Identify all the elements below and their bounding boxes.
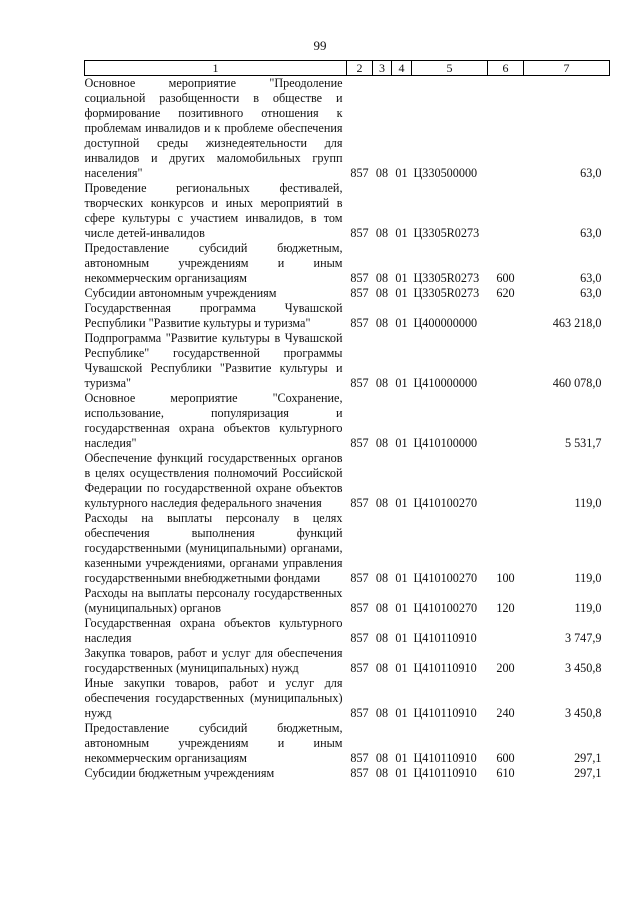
table-row	[85, 586, 610, 616]
row-name-cell: Расходы на выплаты персоналу государственных (муниципальных) органов	[84, 586, 343, 615]
section-code-cell: 08	[375, 271, 389, 285]
row-name-cell: Предоставление субсидий бюджетным, автономным учреждениям и иным некоммерческим организациям	[84, 241, 343, 285]
row-name-cell: Субсидии автономным учреждениям	[84, 286, 277, 300]
amount-cell: 119,0	[574, 601, 602, 615]
amount-cell: 63,0	[580, 226, 602, 240]
table-row	[85, 286, 610, 301]
table-row	[85, 646, 610, 676]
amount-cell: 119,0	[574, 571, 602, 585]
subsection-code-cell: 01	[395, 601, 408, 615]
target-article-cell: Ц3305R0273	[413, 271, 480, 285]
amount-cell: 3 450,8	[564, 706, 602, 720]
row-name-cell: Основное мероприятие "Преодоление социальной разобщенности в обществе и формирование позитивного отношения к проблемам инвалидов и к проблеме обеспечения доступной среды жизнедеятельности для инвалидов и других маломобильных групп населения"	[84, 76, 343, 180]
subsection-code-cell: 01	[395, 226, 408, 240]
col-3-header: 3	[373, 61, 392, 76]
section-code-cell: 08	[375, 286, 389, 300]
table-row	[85, 76, 610, 182]
amount-cell: 297,1	[574, 766, 602, 780]
budget-table	[84, 60, 610, 781]
target-article-cell: Ц330500000	[413, 166, 478, 180]
section-code-cell: 08	[375, 571, 389, 585]
table-row	[85, 511, 610, 586]
subsection-code-cell: 01	[395, 661, 408, 675]
subsection-code-cell: 01	[395, 571, 408, 585]
target-article-cell: Ц410110910	[413, 751, 477, 765]
table-row	[85, 181, 610, 241]
table-row	[85, 676, 610, 721]
target-article-cell: Ц410110910	[413, 631, 477, 645]
row-name-cell: Предоставление субсидий бюджетным, автономным учреждениям и иным некоммерческим организациям	[84, 721, 343, 765]
target-article-cell: Ц410100270	[413, 601, 478, 615]
row-name-cell: Основное мероприятие "Сохранение, использование, популяризация и государственная охрана объектов культурного наследия"	[84, 391, 343, 450]
amount-cell: 297,1	[574, 751, 602, 765]
subsection-code-cell: 01	[395, 286, 408, 300]
row-name-cell: Проведение региональных фестивалей, творческих конкурсов и иных мероприятий в сфере культуры с участием инвалидов, в том числе детей-инвалидов	[84, 181, 343, 240]
expense-type-cell: 200	[496, 661, 515, 675]
table-row	[85, 241, 610, 286]
expense-type-cell: 120	[496, 601, 515, 615]
amount-cell: 63,0	[580, 166, 602, 180]
section-code-cell: 08	[375, 496, 389, 510]
target-article-cell: Ц3305R0273	[413, 286, 480, 300]
col-1-header: 1	[85, 61, 347, 76]
ministry-code-cell: 857	[350, 601, 369, 615]
ministry-code-cell: 857	[350, 286, 369, 300]
ministry-code-cell: 857	[350, 631, 369, 645]
subsection-code-cell: 01	[395, 436, 408, 450]
expense-type-cell	[488, 391, 524, 451]
target-article-cell: Ц410110910	[413, 766, 477, 780]
ministry-code-cell: 857	[350, 766, 369, 780]
target-article-cell: Ц410110910	[413, 661, 477, 675]
row-name-cell: Иные закупки товаров, работ и услуг для обеспечения государственных (муниципальных) нужд	[84, 676, 343, 720]
page-number: 99	[313, 38, 327, 53]
target-article-cell: Ц410110910	[413, 706, 477, 720]
section-code-cell: 08	[375, 436, 389, 450]
subsection-code-cell: 01	[395, 376, 408, 390]
table-row	[85, 616, 610, 646]
target-article-cell: Ц410000000	[413, 376, 478, 390]
expense-type-cell	[488, 451, 524, 511]
table-row	[85, 721, 610, 766]
ministry-code-cell: 857	[350, 496, 369, 510]
row-name-cell: Расходы на выплаты персоналу в целях обеспечения выполнения функций государственными (муниципальными) органами, казенными учреждениями, органами управления государственными внебюджетными фондами	[84, 511, 343, 585]
target-article-cell: Ц410100270	[413, 571, 478, 585]
ministry-code-cell: 857	[350, 661, 369, 675]
subsection-code-cell: 01	[395, 316, 408, 330]
subsection-code-cell: 01	[395, 166, 408, 180]
target-article-cell: Ц3305R0273	[413, 226, 480, 240]
table-row	[85, 451, 610, 511]
row-name-cell: Субсидии бюджетным учреждениям	[84, 766, 275, 780]
section-code-cell: 08	[375, 376, 389, 390]
row-name-cell: Закупка товаров, работ и услуг для обеспечения государственных (муниципальных) нужд	[84, 646, 343, 675]
table-row	[85, 391, 610, 451]
subsection-code-cell: 01	[395, 271, 408, 285]
ministry-code-cell: 857	[350, 226, 369, 240]
expense-type-cell	[488, 76, 524, 182]
row-name-cell: Государственная программа Чувашской Республики "Развитие культуры и туризма"	[84, 301, 343, 330]
target-article-cell: Ц410100270	[413, 496, 478, 510]
amount-cell: 119,0	[574, 496, 602, 510]
expense-type-cell: 620	[496, 286, 515, 300]
ministry-code-cell: 857	[350, 166, 369, 180]
amount-cell: 3 450,8	[564, 661, 602, 675]
section-code-cell: 08	[375, 661, 389, 675]
amount-cell: 460 078,0	[552, 376, 602, 390]
amount-cell: 5 531,7	[564, 436, 602, 450]
ministry-code-cell: 857	[350, 571, 369, 585]
subsection-code-cell: 01	[395, 631, 408, 645]
section-code-cell: 08	[375, 631, 389, 645]
ministry-code-cell: 857	[350, 376, 369, 390]
expense-type-cell: 240	[496, 706, 515, 720]
expense-type-cell: 600	[496, 271, 515, 285]
subsection-code-cell: 01	[395, 766, 408, 780]
section-code-cell: 08	[375, 166, 389, 180]
amount-cell: 63,0	[580, 271, 602, 285]
section-code-cell: 08	[375, 226, 389, 240]
table-row	[85, 331, 610, 391]
expense-type-cell	[488, 181, 524, 241]
amount-cell: 463 218,0	[552, 316, 602, 330]
ministry-code-cell: 857	[350, 436, 369, 450]
expense-type-cell: 610	[496, 766, 515, 780]
table-row	[85, 301, 610, 331]
target-article-cell: Ц400000000	[413, 316, 478, 330]
row-name-cell: Обеспечение функций государственных органов в целях осуществления полномочий Российской Федерации по государственной охране объектов культурного наследия федерального значения	[84, 451, 343, 510]
ministry-code-cell: 857	[350, 706, 369, 720]
column-numbers-header	[85, 61, 610, 76]
ministry-code-cell: 857	[350, 751, 369, 765]
section-code-cell: 08	[375, 601, 389, 615]
ministry-code-cell: 857	[350, 271, 369, 285]
expense-type-cell	[488, 331, 524, 391]
section-code-cell: 08	[375, 706, 389, 720]
row-name-cell: Государственная охрана объектов культурного наследия	[84, 616, 343, 645]
subsection-code-cell: 01	[395, 496, 408, 510]
col-2-header: 2	[347, 61, 373, 76]
subsection-code-cell: 01	[395, 751, 408, 765]
ministry-code-cell: 857	[350, 316, 369, 330]
amount-cell: 3 747,9	[564, 631, 602, 645]
target-article-cell: Ц410100000	[413, 436, 478, 450]
table-row	[85, 766, 610, 781]
section-code-cell: 08	[375, 751, 389, 765]
expense-type-cell	[488, 301, 524, 331]
col-7-header: 7	[524, 61, 610, 76]
col-6-header: 6	[488, 61, 524, 76]
amount-cell: 63,0	[580, 286, 602, 300]
row-name-cell: Подпрограмма "Развитие культуры в Чувашской Республике" государственной программы Чувашской Республики "Развитие культуры и туризма"	[84, 331, 343, 390]
section-code-cell: 08	[375, 316, 389, 330]
expense-type-cell: 100	[496, 571, 515, 585]
expense-type-cell	[488, 616, 524, 646]
subsection-code-cell: 01	[395, 706, 408, 720]
col-5-header: 5	[412, 61, 488, 76]
col-4-header: 4	[392, 61, 412, 76]
expense-type-cell: 600	[496, 751, 515, 765]
section-code-cell: 08	[375, 766, 389, 780]
